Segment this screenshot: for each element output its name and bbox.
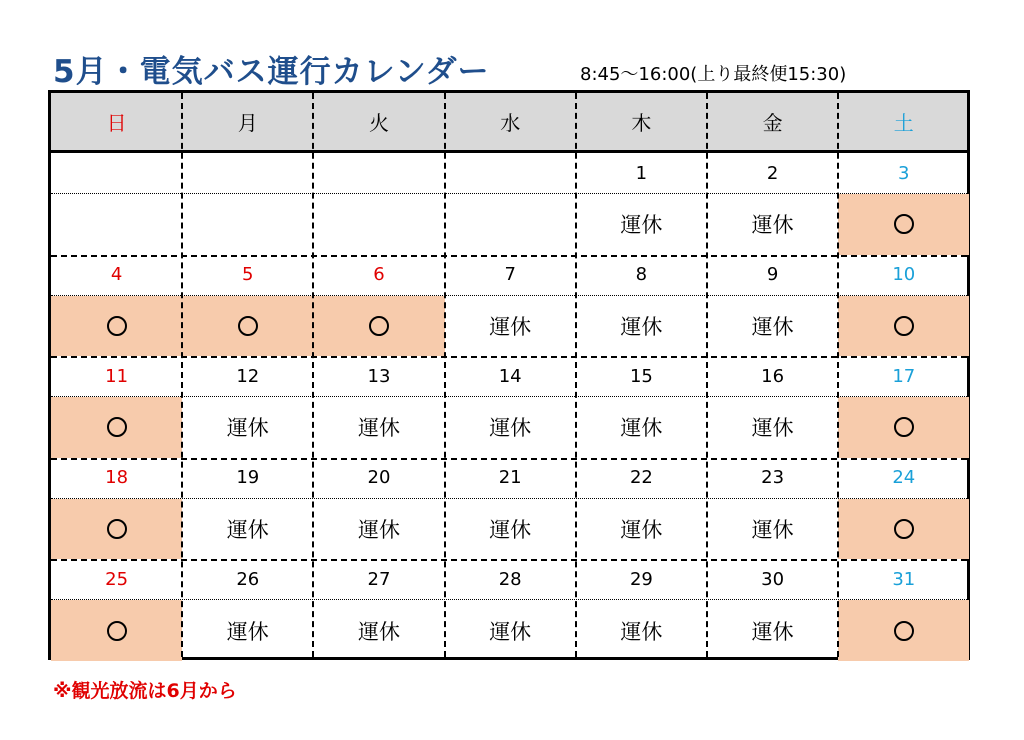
column-divider <box>181 93 183 657</box>
calendar-grid <box>48 90 970 660</box>
circle-icon <box>107 519 127 539</box>
row-divider <box>51 295 967 296</box>
day-number: 9 <box>766 264 779 286</box>
weekday-header-row <box>51 93 967 153</box>
day-number: 10 <box>892 264 916 286</box>
weekday-header: 土 <box>893 111 914 135</box>
circle-icon <box>107 417 127 437</box>
status-suspended: 運休 <box>620 416 663 441</box>
day-number: 13 <box>367 365 391 387</box>
day-number: 18 <box>105 467 129 489</box>
week-divider <box>51 458 967 460</box>
day-number: 26 <box>236 568 260 590</box>
status-suspended: 運休 <box>226 619 269 644</box>
column-divider <box>706 93 708 657</box>
day-number: 6 <box>373 264 385 286</box>
status-suspended: 運休 <box>620 314 663 339</box>
weekday-header: 木 <box>631 111 652 135</box>
day-number: 28 <box>498 568 522 590</box>
circle-icon <box>369 316 389 336</box>
row-divider <box>51 193 967 194</box>
footnote: ※観光放流は6月から <box>53 680 237 702</box>
status-suspended: 運休 <box>489 314 532 339</box>
column-divider <box>444 93 446 657</box>
day-number: 8 <box>635 264 648 286</box>
operating-hours: 8:45～16:00(上り最終便15:30) <box>580 64 847 85</box>
week-divider <box>51 559 967 561</box>
circle-icon <box>238 316 258 336</box>
row-divider <box>51 599 967 600</box>
day-number: 19 <box>236 467 260 489</box>
circle-icon <box>894 519 914 539</box>
status-suspended: 運休 <box>620 213 663 238</box>
status-suspended: 運休 <box>489 416 532 441</box>
status-suspended: 運休 <box>751 416 794 441</box>
day-number: 16 <box>761 365 785 387</box>
status-running <box>51 600 182 661</box>
status-running <box>313 296 444 357</box>
status-running <box>182 296 313 357</box>
day-number: 5 <box>242 264 254 286</box>
status-running <box>51 296 182 357</box>
day-number: 22 <box>629 467 653 489</box>
weekday-header: 火 <box>368 111 389 135</box>
status-running <box>838 499 969 560</box>
status-suspended: 運休 <box>357 619 400 644</box>
row-divider <box>51 396 967 397</box>
status-running <box>51 499 182 560</box>
day-number: 23 <box>761 467 785 489</box>
column-divider <box>837 93 839 657</box>
day-number: 21 <box>498 467 522 489</box>
page-title: 5月・電気バス運行カレンダー <box>53 54 490 90</box>
circle-icon <box>107 316 127 336</box>
status-suspended: 運休 <box>226 518 269 543</box>
day-number: 14 <box>498 365 522 387</box>
status-running <box>838 194 969 255</box>
status-suspended: 運休 <box>751 314 794 339</box>
status-suspended: 運休 <box>751 213 794 238</box>
status-running <box>51 397 182 458</box>
weekday-header: 月 <box>237 111 258 135</box>
status-suspended: 運休 <box>357 518 400 543</box>
week-divider <box>51 356 967 358</box>
status-suspended: 運休 <box>751 619 794 644</box>
weekday-header: 金 <box>762 111 783 135</box>
day-number: 2 <box>766 162 779 184</box>
day-number: 1 <box>635 162 648 184</box>
day-number: 11 <box>105 365 129 387</box>
day-number: 24 <box>892 467 916 489</box>
status-suspended: 運休 <box>620 619 663 644</box>
day-number: 29 <box>629 568 653 590</box>
day-number: 25 <box>105 568 129 590</box>
day-number: 20 <box>367 467 391 489</box>
status-running <box>838 296 969 357</box>
weekday-header: 日 <box>106 111 127 135</box>
day-number: 7 <box>504 264 516 286</box>
status-running <box>838 397 969 458</box>
day-number: 17 <box>892 365 916 387</box>
day-number: 12 <box>236 365 260 387</box>
circle-icon <box>894 214 914 234</box>
status-suspended: 運休 <box>489 518 532 543</box>
day-number: 3 <box>898 162 910 184</box>
week-divider <box>51 255 967 257</box>
circle-icon <box>894 316 914 336</box>
status-suspended: 運休 <box>620 518 663 543</box>
status-running <box>838 600 969 661</box>
day-number: 31 <box>892 568 916 590</box>
day-number: 27 <box>367 568 391 590</box>
status-suspended: 運休 <box>226 416 269 441</box>
circle-icon <box>894 621 914 641</box>
day-number: 4 <box>110 264 123 286</box>
column-divider <box>312 93 314 657</box>
status-suspended: 運休 <box>751 518 794 543</box>
circle-icon <box>107 621 127 641</box>
row-divider <box>51 498 967 499</box>
weekday-header: 水 <box>500 111 521 135</box>
day-number: 30 <box>761 568 785 590</box>
status-suspended: 運休 <box>357 416 400 441</box>
day-number: 15 <box>629 365 653 387</box>
column-divider <box>575 93 577 657</box>
circle-icon <box>894 417 914 437</box>
status-suspended: 運休 <box>489 619 532 644</box>
